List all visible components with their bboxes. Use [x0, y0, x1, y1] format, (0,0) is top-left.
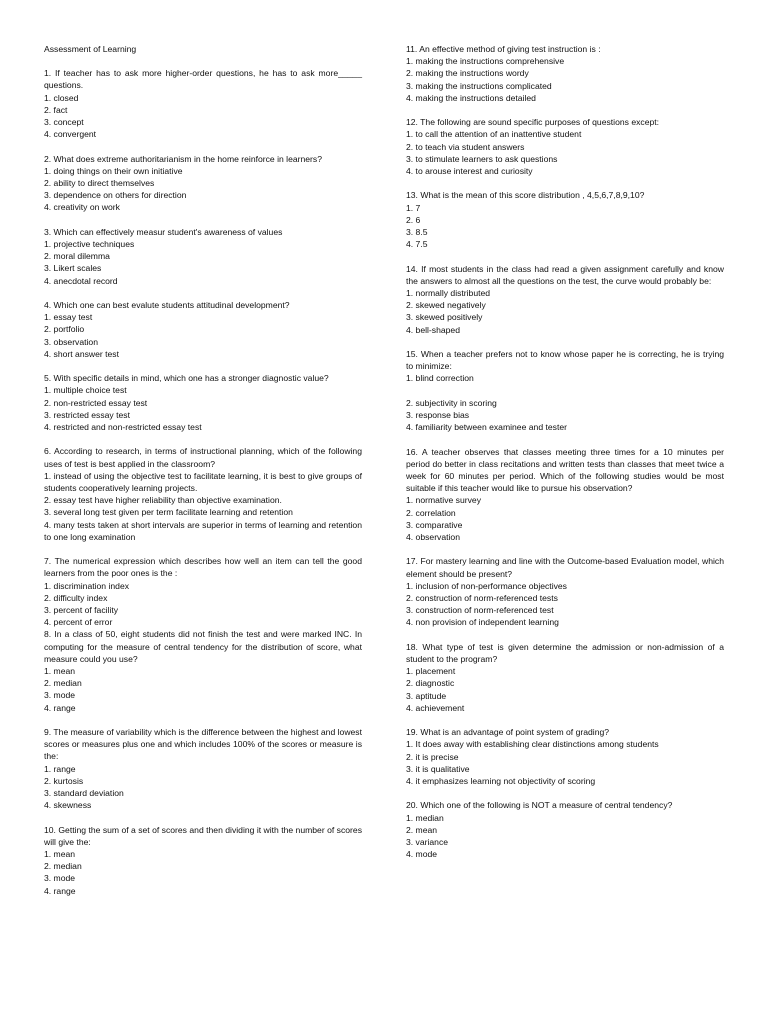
answer-option: 4. non provision of independent learning	[406, 617, 559, 628]
answer-option: 3. mode	[44, 690, 76, 701]
answer-option: 3. response bias	[406, 410, 470, 421]
left-column	[44, 43, 362, 909]
answer-option: 4. achievement	[406, 702, 465, 713]
question-item	[406, 43, 724, 104]
question-item	[406, 555, 724, 628]
answer-option: 2. skewed negatively	[406, 300, 486, 311]
answer-option: 3. Likert scales	[44, 263, 102, 274]
answer-option: 1. instead of using the objective test to facilitate learning, it is best to give groups of students cooperatively learning projects.	[44, 470, 362, 494]
answer-option: 2. essay test have higher reliability than objective examination.	[44, 495, 282, 506]
answer-option: 3. several long test given per term facilitate learning and retention	[44, 507, 293, 518]
answer-option: 4. convergent	[44, 129, 97, 140]
answer-option: 1. multiple choice test	[44, 385, 127, 396]
question-stem: 2. What does extreme authoritarianism in the home reinforce in learners?	[44, 153, 323, 164]
answer-option: 4. making the instructions detailed	[406, 92, 536, 103]
question-item	[44, 628, 362, 713]
question-item	[406, 116, 724, 177]
answer-option: 3. percent of facility	[44, 605, 119, 616]
answer-option: 3. restricted essay test	[44, 409, 130, 420]
question-stem: 18. What type of test is given determine the admission or non-admission of a student to the program?	[406, 641, 724, 665]
answer-option: 2. moral dilemma	[44, 251, 110, 262]
question-stem: 8. In a class of 50, eight students did not finish the test and were marked INC. In computing for the measure of central tendency for the distribution of score, what measure could you use?	[44, 629, 362, 664]
question-item	[406, 446, 724, 544]
answer-option: 1. mean	[44, 666, 76, 677]
answer-option: 4. short answer test	[44, 348, 119, 359]
answer-option: 1. range	[44, 763, 76, 774]
answer-option: 2. it is precise	[406, 751, 459, 762]
answer-option: 4. skewness	[44, 800, 92, 811]
answer-option: 3. mode	[44, 873, 76, 884]
question-stem: 6. According to research, in terms of instructional planning, which of the following uses of test is best applied in the classroom?	[44, 446, 362, 469]
question-item	[44, 726, 362, 811]
answer-option: 3. to stimulate learners to ask questions	[406, 153, 558, 164]
question-stem: 20. Which one of the following is NOT a measure of central tendency?	[406, 800, 673, 811]
answer-option: 1. blind correction	[406, 373, 474, 384]
answer-option: 2. diagnostic	[406, 678, 455, 689]
answer-option: 1. essay test	[44, 312, 93, 323]
answer-option: 2. kurtosis	[44, 775, 84, 786]
answer-option: 4. range	[44, 885, 76, 896]
blank-line	[406, 385, 724, 397]
question-item	[44, 153, 362, 214]
answer-option: 4. anecdotal record	[44, 275, 118, 286]
question-item	[406, 348, 724, 433]
answer-option: 2. non-restricted essay test	[44, 397, 148, 408]
answer-option: 2. mean	[406, 824, 438, 835]
answer-option: 1. to call the attention of an inattentive student	[406, 129, 582, 140]
answer-option: 1. closed	[44, 92, 79, 103]
question-item	[44, 299, 362, 360]
answer-option: 2. difficulty index	[44, 592, 108, 603]
answer-option: 3. making the instructions complicated	[406, 80, 552, 91]
question-stem: 11. An effective method of giving test instruction is :	[406, 44, 601, 54]
question-item	[44, 555, 362, 628]
answer-option: 4. bell-shaped	[406, 324, 460, 335]
answer-option: 1. 7	[406, 202, 421, 213]
question-stem: 1. If teacher has to ask more higher-order questions, he has to ask more_____ questions.	[44, 68, 362, 91]
answer-option: 3. standard deviation	[44, 788, 124, 799]
question-item	[406, 263, 724, 336]
question-stem: 3. Which can effectively measur student's awareness of values	[44, 226, 283, 237]
answer-option: 3. variance	[406, 837, 449, 848]
question-item	[406, 799, 724, 860]
answer-option: 4. mode	[406, 849, 438, 860]
answer-option: 2. subjectivity in scoring	[406, 397, 497, 408]
question-item	[44, 372, 362, 433]
answer-option: 1. median	[406, 812, 444, 823]
answer-option: 3. observation	[44, 336, 98, 347]
question-stem: 7. The numerical expression which describes how well an item can tell the good learners from the poor ones is the :	[44, 556, 362, 579]
question-list-right	[406, 43, 724, 860]
answer-option: 4. range	[44, 702, 76, 713]
answer-option: 4. restricted and non-restricted essay test	[44, 422, 202, 433]
answer-option: 1. normally distributed	[406, 288, 491, 299]
question-item	[44, 226, 362, 287]
question-stem: 15. When a teacher prefers not to know whose paper he is correcting, he is trying to minimize:	[406, 349, 724, 372]
question-stem: 16. A teacher observes that classes meeting three times for a 10 minutes per period do better in class recitations and written tests than classes that meet twice a week for 60 minutes per period. Which of the following studies would be most suitable if this teacher would like to pursue his observation?	[406, 446, 724, 494]
answer-option: 2. correlation	[406, 507, 456, 518]
answer-option: 2. median	[44, 861, 82, 872]
answer-option: 2. 6	[406, 214, 421, 225]
answer-option: 1. placement	[406, 666, 456, 677]
answer-option: 1. normative survey	[406, 495, 481, 506]
answer-option: 4. percent of error	[44, 617, 113, 628]
answer-option: 1. doing things on their own initiative	[44, 165, 183, 176]
answer-option: 2. fact	[44, 104, 68, 115]
question-stem: 10. Getting the sum of a set of scores and then dividing it with the number of scores will give the:	[44, 824, 362, 847]
question-item	[406, 189, 724, 250]
question-item	[44, 67, 362, 140]
answer-option: 1. It does away with establishing clear distinctions among students	[406, 739, 659, 750]
answer-option: 4. observation	[406, 532, 460, 543]
answer-option: 2. median	[44, 678, 82, 689]
answer-option: 1. inclusion of non-performance objectives	[406, 580, 567, 591]
answer-option: 2. portfolio	[44, 324, 85, 335]
answer-option: 2. ability to direct themselves	[44, 178, 155, 189]
question-stem: 5. With specific details in mind, which one has a stronger diagnostic value?	[44, 373, 329, 384]
answer-option: 4. 7.5	[406, 239, 428, 250]
answer-option: 1. making the instructions comprehensive	[406, 56, 565, 67]
answer-option: 1. projective techniques	[44, 239, 135, 250]
question-list-left	[44, 67, 362, 897]
answer-option: 1. discrimination index	[44, 580, 130, 591]
question-stem: 13. What is the mean of this score distribution , 4,5,6,7,8,9,10?	[406, 190, 645, 201]
answer-option: 3. dependence on others for direction	[44, 190, 187, 201]
answer-option: 4. to arouse interest and curiosity	[406, 166, 533, 177]
right-column	[406, 43, 724, 873]
question-item	[44, 824, 362, 897]
question-stem: 9. The measure of variability which is the difference between the highest and lowest scores or measures plus one and which includes 100% of the scores or measure is the:	[44, 727, 362, 762]
answer-option: 4. familiarity between examinee and tester	[406, 422, 567, 433]
answer-option: 3. 8.5	[406, 227, 428, 238]
answer-option: 3. aptitude	[406, 690, 447, 701]
document-title: Assessment of Learning	[44, 44, 137, 54]
question-item	[406, 726, 724, 787]
answer-option: 2. making the instructions wordy	[406, 68, 529, 79]
answer-option: 4. it emphasizes learning not objectivity of scoring	[406, 776, 596, 787]
answer-option: 4. many tests taken at short intervals are superior in terms of learning and retention to one long examination	[44, 519, 362, 542]
answer-option: 3. skewed positively	[406, 312, 483, 323]
answer-option: 2. construction of norm-referenced tests	[406, 593, 558, 604]
question-stem: 4. Which one can best evalute students attitudinal development?	[44, 300, 290, 311]
answer-option: 4. creativity on work	[44, 202, 120, 213]
question-stem: 17. For mastery learning and line with the Outcome-based Evaluation model, which element should be present?	[406, 556, 724, 579]
question-item	[406, 641, 724, 714]
answer-option: 2. to teach via student answers	[406, 141, 525, 152]
answer-option: 3. it is qualitative	[406, 763, 470, 774]
question-stem: 19. What is an advantage of point system of grading?	[406, 727, 610, 738]
question-stem: 14. If most students in the class had read a given assignment carefully and know the answers to almost all the questions on the test, the curve would probably be:	[406, 263, 724, 286]
answer-option: 1. mean	[44, 849, 76, 860]
question-item	[44, 445, 362, 543]
answer-option: 3. comparative	[406, 519, 463, 530]
answer-option: 3. construction of norm-referenced test	[406, 605, 554, 616]
answer-option: 3. concept	[44, 117, 84, 128]
question-stem: 12. The following are sound specific purposes of questions except:	[406, 117, 660, 128]
